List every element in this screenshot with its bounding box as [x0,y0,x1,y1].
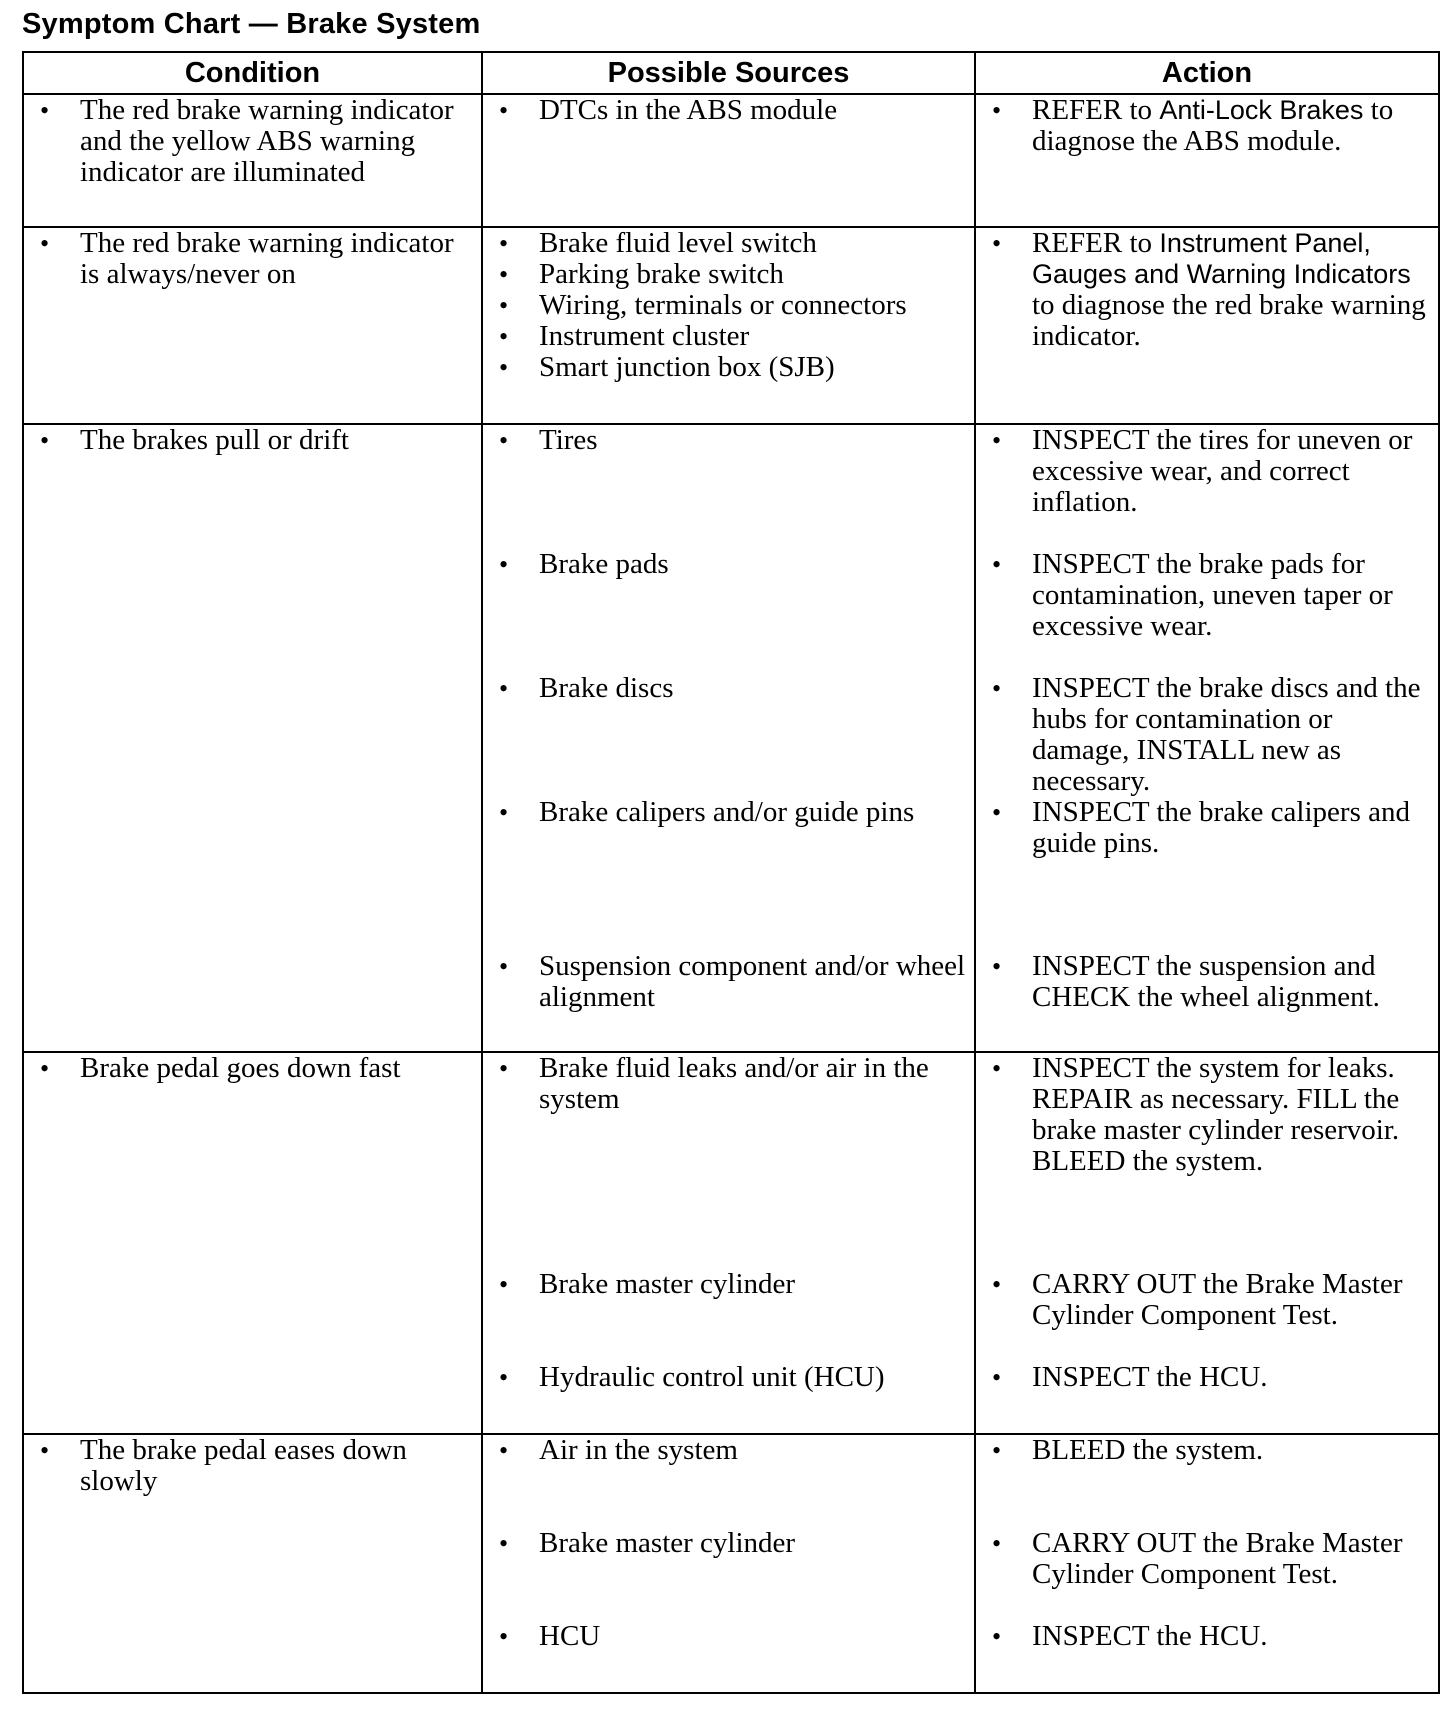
bullet-icon: • [992,1363,1002,1392]
list-item: • INSPECT the brake calipers and guide pins. [992,796,1410,859]
table-row [23,227,1439,424]
action-cell [975,1052,1439,1434]
bullet-icon: • [992,952,1002,981]
table-header-row [23,52,1439,94]
page-title: Symptom Chart — Brake System [22,8,481,40]
list-item: • Brake fluid leaks and/or air in the system [499,1052,929,1115]
list-item: • Parking brake switch [499,258,784,290]
bullet-icon: • [499,1363,509,1392]
list-item: • Brake pads [499,548,669,580]
condition-cell [23,227,482,424]
list-item: • INSPECT the suspension and CHECK the wheel alignment. [992,950,1380,1013]
list-item: • REFER to Instrument Panel, Gauges and Warning Indicators to diagnose the red brake warning indicator. [992,227,1426,352]
list-item: • INSPECT the brake pads for contamination, uneven taper or excessive wear. [992,548,1393,642]
list-item: • The brakes pull or drift [40,424,349,456]
condition-cell [23,1434,482,1693]
action-cell [975,424,1439,1052]
list-item: • Wiring, terminals or connectors [499,289,907,321]
list-item: • INSPECT the tires for uneven or excessive wear, and correct inflation. [992,424,1413,518]
list-item: • INSPECT the system for leaks. REPAIR as necessary. FILL the brake master cylinder reservoir. BLEED the system. [992,1052,1400,1177]
bullet-icon: • [499,1436,509,1465]
bullet-icon: • [992,550,1002,579]
bullet-icon: • [499,1622,509,1651]
list-item: • DTCs in the ABS module [499,94,838,126]
bullet-icon: • [499,1054,509,1083]
sources-cell [482,424,975,1052]
list-item: • Brake master cylinder [499,1268,796,1300]
list-item: • Instrument cluster [499,320,750,352]
bullet-icon: • [499,322,509,351]
bullet-icon: • [992,1054,1002,1083]
list-item: • The brake pedal eases down slowly [40,1434,407,1497]
list-item: • Suspension component and/or wheel alignment [499,950,966,1013]
bullet-icon: • [40,96,50,125]
list-item: • INSPECT the brake discs and the hubs for contamination or damage, INSTALL new as necessary. [992,672,1421,797]
reference-link: Instrument Panel, Gauges and Warning Indicators [1032,228,1411,289]
sources-cell [482,1052,975,1434]
bullet-icon: • [992,1436,1002,1465]
bullet-icon: • [499,952,509,981]
bullet-icon: • [499,674,509,703]
list-item: • Brake fluid level switch [499,227,817,259]
bullet-icon: • [499,426,509,455]
condition-cell [23,424,482,1052]
list-item: • HCU [499,1620,601,1652]
list-item: • Air in the system [499,1434,738,1466]
header-action: Action [975,52,1439,94]
header-condition: Condition [23,52,482,94]
bullet-icon: • [499,550,509,579]
list-item: • The red brake warning indicator is always/never on [40,227,454,290]
list-item: • The red brake warning indicator and the yellow ABS warning indicator are illuminated [40,94,454,188]
list-item: • Brake master cylinder [499,1527,796,1559]
sources-cell [482,1434,975,1693]
bullet-icon: • [992,96,1002,125]
bullet-icon: • [992,1622,1002,1651]
list-item: • Brake pedal goes down fast [40,1052,401,1084]
bullet-icon: • [992,229,1002,258]
bullet-icon: • [499,1270,509,1299]
header-possible-sources: Possible Sources [482,52,975,94]
bullet-icon: • [40,1054,50,1083]
list-item: • Hydraulic control unit (HCU) [499,1361,885,1393]
list-item: • REFER to Anti-Lock Brakes to diagnose the ABS module. [992,94,1394,157]
table-row [23,94,1439,227]
reference-link: Anti-Lock Brakes [1159,95,1364,125]
table-row [23,1052,1439,1434]
list-item: • CARRY OUT the Brake Master Cylinder Component Test. [992,1527,1403,1590]
list-item: • Brake calipers and/or guide pins [499,796,915,828]
list-item: • INSPECT the HCU. [992,1361,1268,1393]
list-item: • INSPECT the HCU. [992,1620,1268,1652]
sources-cell [482,227,975,424]
bullet-icon: • [40,1436,50,1465]
action-cell [975,1434,1439,1693]
condition-cell [23,1052,482,1434]
symptom-table [22,51,1440,1694]
bullet-icon: • [499,229,509,258]
bullet-icon: • [499,798,509,827]
bullet-icon: • [499,353,509,382]
bullet-icon: • [40,426,50,455]
list-item: • CARRY OUT the Brake Master Cylinder Component Test. [992,1268,1403,1331]
sources-cell [482,94,975,227]
action-cell [975,227,1439,424]
action-cell [975,94,1439,227]
bullet-icon: • [992,1270,1002,1299]
bullet-icon: • [992,1529,1002,1558]
bullet-icon: • [499,96,509,125]
condition-cell [23,94,482,227]
table-row [23,1434,1439,1693]
bullet-icon: • [499,291,509,320]
list-item: • Tires [499,424,598,456]
bullet-icon: • [499,260,509,289]
bullet-icon: • [40,229,50,258]
bullet-icon: • [992,674,1002,703]
bullet-icon: • [992,798,1002,827]
list-item: • BLEED the system. [992,1434,1264,1466]
bullet-icon: • [499,1529,509,1558]
list-item: • Smart junction box (SJB) [499,351,835,383]
table-row [23,424,1439,1052]
list-item: • Brake discs [499,672,674,704]
bullet-icon: • [992,426,1002,455]
